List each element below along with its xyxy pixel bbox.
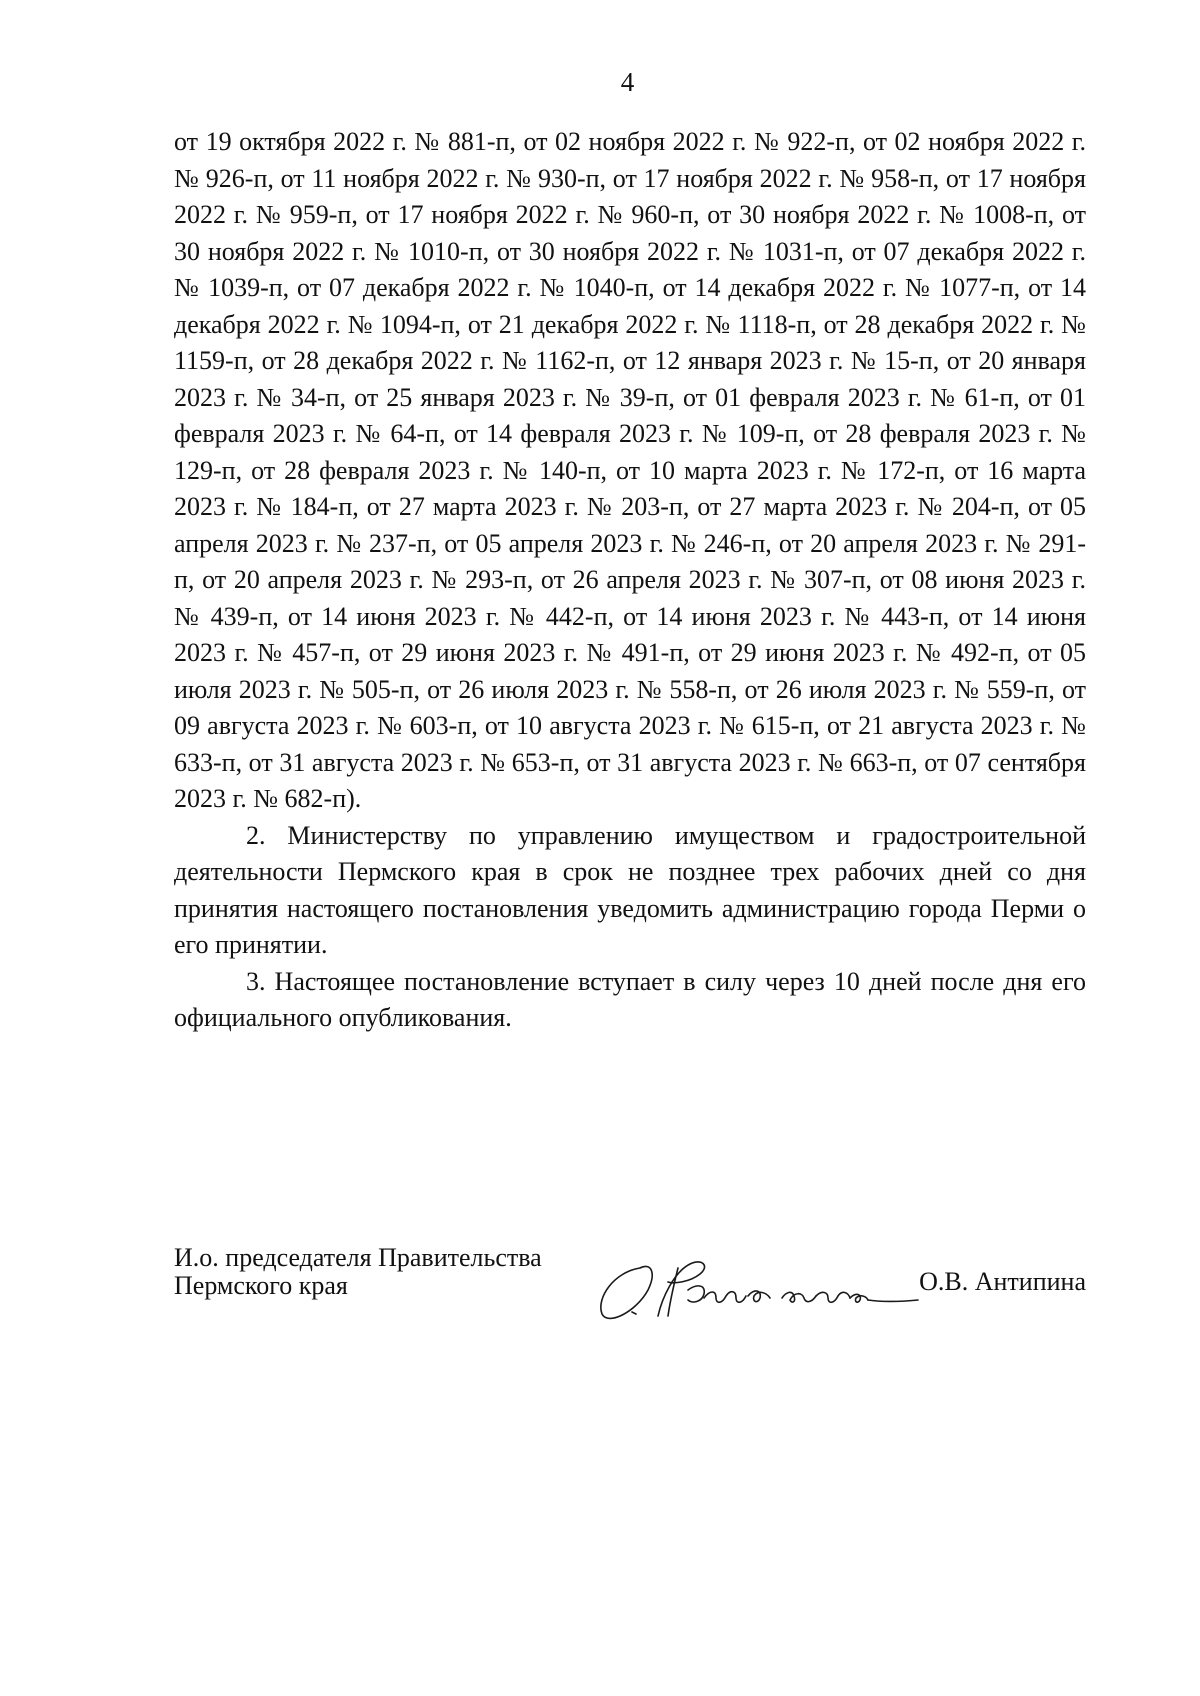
signatory-title-line-1: И.о. председателя Правительства	[174, 1243, 542, 1272]
paragraph-3: 3. Настоящее постановление вступает в силу через 10 дней после дня его официального опубликования.	[174, 966, 1086, 1032]
document-body	[174, 124, 1086, 1037]
signature-block	[174, 1244, 1086, 1334]
handwritten-signature	[592, 1254, 922, 1324]
page-number: 4	[620, 67, 635, 97]
paragraph-2: 2. Министерству по управлению имуществом и градостроительной деятельности Пермского края в срок не позднее трех рабочих дней со дня принятия настоящего постановления уведомить администрацию города Перми о его принятии.	[174, 820, 1086, 959]
list-continuation-paragraph: от 19 октября 2022 г. № 881-п, от 02 ноября 2022 г. № 922-п, от 02 ноября 2022 г. № 926-п, от 11 ноября 2022 г. № 930-п, от 17 ноября 2022 г. № 958-п, от 17 ноября 2022 г. № 959-п, от 17 ноября 2022 г. № 960-п, от 30 ноября 2022 г. № 1008-п, от 30 ноября 2022 г. № 1010-п, от 30 ноября 2022 г. № 1031-п, от 07 декабря 2022 г. № 1039-п, от 07 декабря 2022 г. № 1040-п, от 14 декабря 2022 г. № 1077-п, от 14 декабря 2022 г. № 1094-п, от 21 декабря 2022 г. № 1118-п, от 28 декабря 2022 г. № 1159-п, от 28 декабря 2022 г. № 1162-п, от 12 января 2023 г. № 15-п, от 20 января 2023 г. № 34-п, от 25 января 2023 г. № 39-п, от 01 февраля 2023 г. № 61-п, от 01 февраля 2023 г. № 64-п, от 14 февраля 2023 г. № 109-п, от 28 февраля 2023 г. № 129-п, от 28 февраля 2023 г. № 140-п, от 10 марта 2023 г. № 172-п, от 16 марта 2023 г. № 184-п, от 27 марта 2023 г. № 203-п, от 27 марта 2023 г. № 204-п, от 05 апреля 2023 г. № 237-п, от 05 апреля 2023 г. № 246-п, от 20 апреля 2023 г. № 291-п, от 20 апреля 2023 г. № 293-п, от 26 апреля 2023 г. № 307-п, от 08 июня 2023 г. № 439-п, от 14 июня 2023 г. № 442-п, от 14 июня 2023 г. № 443-п, от 14 июня 2023 г. № 457-п, от 29 июня 2023 г. № 491-п, от 29 июня 2023 г. № 492-п, от 05 июля 2023 г. № 505-п, от 26 июля 2023 г. № 558-п, от 26 июля 2023 г. № 559-п, от 09 августа 2023 г. № 603-п, от 10 августа 2023 г. № 615-п, от 21 августа 2023 г. № 633-п, от 31 августа 2023 г. № 653-п, от 31 августа 2023 г. № 663-п, от 07 сентября 2023 г. № 682-п).	[174, 127, 1086, 813]
signatory-title-line-2: Пермского края	[174, 1271, 348, 1300]
signatory-name: О.В. Антипина	[919, 1267, 1086, 1296]
signatory-title	[174, 1244, 542, 1300]
